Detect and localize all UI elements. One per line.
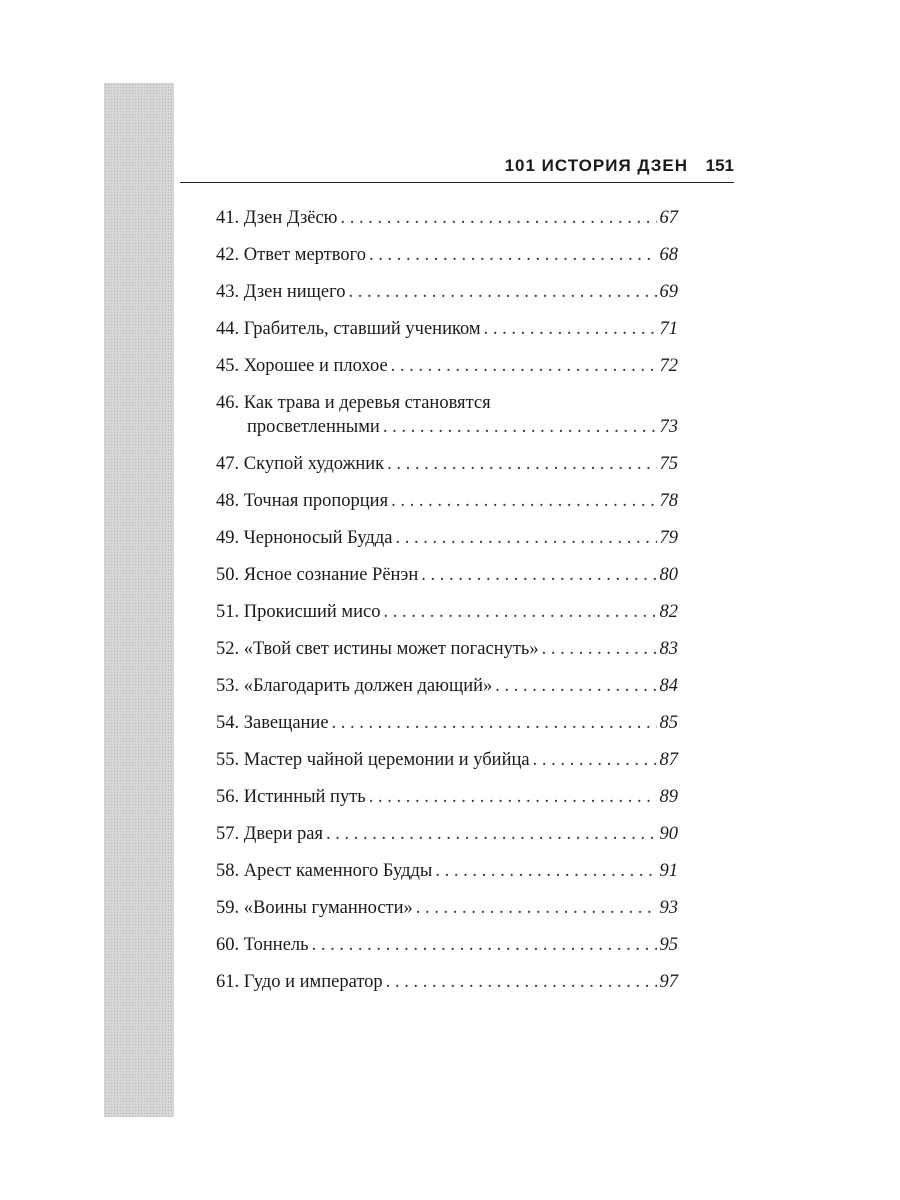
dot-leader bbox=[386, 970, 657, 994]
dot-leader bbox=[383, 600, 656, 624]
toc-entry bbox=[216, 354, 678, 378]
toc-entry-title: 49. Черноносый Будда bbox=[216, 528, 393, 548]
toc-entry-title: 41. Дзен Дзёсю bbox=[216, 208, 338, 228]
toc-entry-title-continuation: просветленными bbox=[247, 417, 380, 437]
dot-leader bbox=[349, 280, 657, 304]
dot-leader bbox=[369, 785, 657, 809]
toc-entry-page: 91 bbox=[659, 861, 678, 881]
toc-entry-title: 43. Дзен нищего bbox=[216, 282, 346, 302]
dot-leader bbox=[435, 859, 656, 883]
toc-entry bbox=[216, 748, 678, 772]
toc-entry-page: 80 bbox=[659, 565, 678, 585]
toc-entry-page: 67 bbox=[659, 208, 678, 228]
toc-entry-title: 42. Ответ мертвого bbox=[216, 245, 366, 265]
toc-entry-page: 71 bbox=[659, 319, 678, 339]
running-header bbox=[180, 154, 734, 183]
toc-entry-title: 59. «Воины гуманности» bbox=[216, 898, 413, 918]
toc-entry bbox=[216, 280, 678, 304]
toc-entry-title: 45. Хорошее и плохое bbox=[216, 356, 388, 376]
dot-leader bbox=[387, 452, 656, 476]
toc-entry-page: 83 bbox=[659, 639, 678, 659]
running-header-title: 101 ИСТОРИЯ ДЗЕН bbox=[504, 156, 688, 175]
dot-leader bbox=[369, 243, 657, 267]
page-number: 151 bbox=[705, 156, 734, 175]
toc-entry bbox=[216, 243, 678, 267]
toc-entry bbox=[216, 600, 678, 624]
toc-entry bbox=[216, 563, 678, 587]
toc-entry-page: 69 bbox=[659, 282, 678, 302]
toc-entry-title: 47. Скупой художник bbox=[216, 454, 385, 474]
toc-entry-page: 89 bbox=[659, 787, 678, 807]
toc-entry-title: 58. Арест каменного Будды bbox=[216, 861, 433, 881]
toc-entry bbox=[216, 711, 678, 735]
toc-entry-page: 79 bbox=[659, 528, 678, 548]
toc-entry-page: 78 bbox=[659, 491, 678, 511]
toc-entry-title: 46. Как трава и деревья становятся bbox=[216, 393, 491, 413]
toc-entry-page: 93 bbox=[659, 898, 678, 918]
toc-entry bbox=[216, 785, 678, 809]
toc-entry-page: 87 bbox=[659, 750, 678, 770]
dot-leader bbox=[391, 489, 656, 513]
dot-leader bbox=[332, 711, 657, 735]
toc-entry-title: 54. Завещание bbox=[216, 713, 329, 733]
toc-entry bbox=[216, 896, 678, 920]
toc-entry-title: 57. Двери рая bbox=[216, 824, 323, 844]
dot-leader bbox=[542, 637, 657, 661]
dot-leader bbox=[421, 563, 656, 587]
toc-entry bbox=[216, 674, 678, 698]
toc-entry-title: 51. Прокисший мисо bbox=[216, 602, 381, 622]
toc-entry-title: 53. «Благодарить должен дающий» bbox=[216, 676, 493, 696]
dot-leader bbox=[533, 748, 657, 772]
toc-entry-title: 48. Точная пропорция bbox=[216, 491, 389, 511]
toc-entry-page: 85 bbox=[659, 713, 678, 733]
toc-entry-page: 75 bbox=[659, 454, 678, 474]
toc-entry-title: 60. Тоннель bbox=[216, 935, 309, 955]
page-edge-strip bbox=[104, 83, 174, 1117]
toc-entry-page: 82 bbox=[659, 602, 678, 622]
toc-entry-title: 50. Ясное сознание Рёнэн bbox=[216, 565, 419, 585]
toc-entry bbox=[216, 489, 678, 513]
toc-entry bbox=[216, 526, 678, 550]
toc-entry bbox=[216, 317, 678, 341]
toc-entry bbox=[216, 933, 678, 957]
toc-entry bbox=[216, 206, 678, 230]
toc-entry-title: 44. Грабитель, ставший учеником bbox=[216, 319, 481, 339]
dot-leader bbox=[416, 896, 657, 920]
toc-entry bbox=[216, 822, 678, 846]
toc-entry bbox=[216, 391, 678, 439]
toc-entry-page: 68 bbox=[659, 245, 678, 265]
dot-leader bbox=[495, 674, 656, 698]
toc-entry-page: 72 bbox=[659, 356, 678, 376]
toc-entry-title: 56. Истинный путь bbox=[216, 787, 366, 807]
dot-leader bbox=[341, 206, 657, 230]
dot-leader bbox=[312, 933, 657, 957]
toc-entry-title: 52. «Твой свет истины может погаснуть» bbox=[216, 639, 539, 659]
toc-entry-page: 90 bbox=[659, 824, 678, 844]
toc-entry-title: 55. Мастер чайной церемонии и убийца bbox=[216, 750, 530, 770]
dot-leader bbox=[326, 822, 657, 846]
toc-entry bbox=[216, 637, 678, 661]
dot-leader bbox=[391, 354, 657, 378]
toc-entry-title: 61. Гудо и император bbox=[216, 972, 383, 992]
toc-entry-page: 84 bbox=[659, 676, 678, 696]
toc-entry-page: 97 bbox=[659, 972, 678, 992]
toc-entry-page: 95 bbox=[659, 935, 678, 955]
toc-entry bbox=[216, 859, 678, 883]
toc-entry-page: 73 bbox=[659, 417, 678, 437]
table-of-contents bbox=[216, 206, 678, 1007]
dot-leader bbox=[395, 526, 656, 550]
dot-leader bbox=[383, 415, 657, 439]
toc-entry bbox=[216, 970, 678, 994]
dot-leader bbox=[484, 317, 657, 341]
toc-entry bbox=[216, 452, 678, 476]
